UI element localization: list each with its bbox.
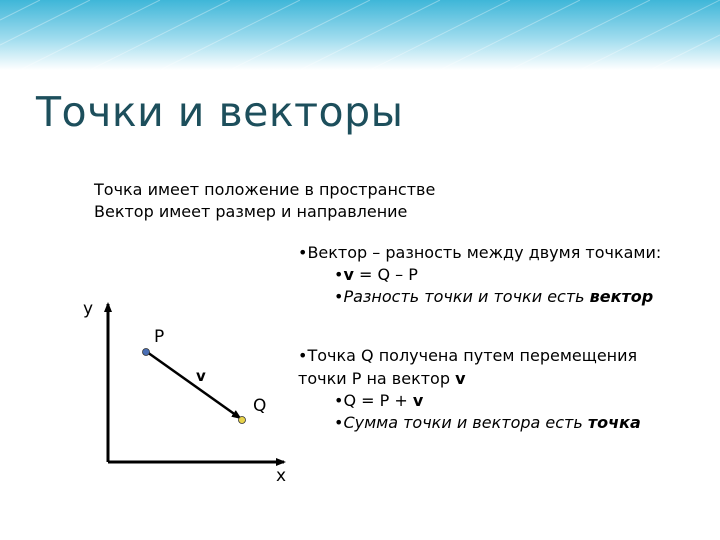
- point-label-q: Q: [253, 396, 267, 416]
- axis-label-x: x: [276, 466, 287, 486]
- bullet-marker: •: [298, 346, 308, 365]
- vector-symbol-v: v: [343, 265, 354, 284]
- slide-title: Точки и векторы: [36, 88, 404, 136]
- subbullet-text: Разность точки и точки есть: [343, 287, 590, 306]
- emphasis-vector: вектор: [589, 287, 654, 306]
- bullet-text: Вектор – разность между двумя точками:: [307, 243, 662, 262]
- intro-line-vector: Вектор имеет размер и направление: [94, 202, 408, 221]
- intro-line-point: Точка имеет положение в пространстве: [94, 180, 436, 199]
- vector-label-v: v: [196, 367, 206, 385]
- bullet-marker: •: [334, 391, 344, 410]
- bullet-marker: •: [298, 243, 308, 262]
- vector-symbol-v: v: [455, 369, 466, 388]
- bullet-marker: •: [334, 287, 344, 306]
- bullet-text-line1: Точка Q получена путем перемещения: [307, 346, 638, 365]
- bullet-marker: •: [334, 413, 344, 432]
- vector-symbol-v: v: [412, 391, 424, 410]
- bullet-marker: •: [334, 265, 344, 284]
- formula-text: Q = P +: [343, 391, 413, 410]
- point-p-dot: [143, 349, 150, 356]
- point-label-p: P: [154, 327, 165, 347]
- vector-v-arrow: [147, 352, 240, 418]
- bullet-text-line2: точки P на вектор: [298, 369, 456, 388]
- formula-rest: = Q – P: [353, 265, 418, 284]
- emphasis-point: точка: [587, 413, 641, 432]
- point-q-dot: [239, 417, 246, 424]
- subbullet-text: Сумма точки и вектора есть: [343, 413, 588, 432]
- axis-label-y: y: [83, 299, 94, 319]
